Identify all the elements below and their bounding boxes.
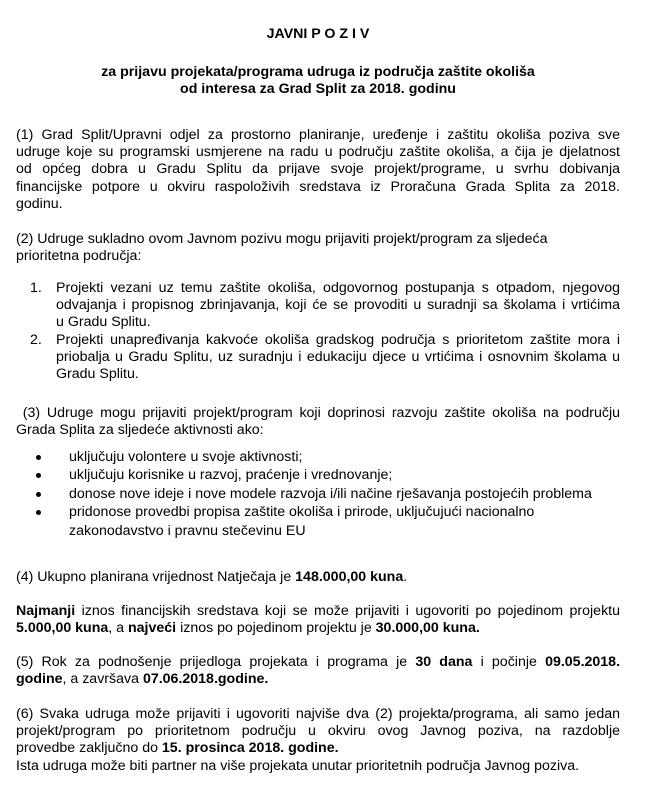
activity-text: donose nove ideje i nove modele razvoja i/ili načine rješavanja postojećih problema <box>69 485 592 502</box>
activity-text: uključuju volontere u svoje aktivnosti; <box>69 449 303 465</box>
priority-item <box>16 280 620 332</box>
paragraph-1-line: financijske potpore u okviru raspoloživih sredstava iz Proračuna Grada Splita za 2018. <box>16 178 620 195</box>
subtitle-line-1: za prijavu projekata/programa udruga iz područja zaštite okoliša <box>101 64 535 80</box>
paragraph-4-text: (4) Ukupno planirana vrijednost Natječaja je <box>16 569 296 585</box>
activity-text: zakonodavstvo i pravnu stečevinu EU <box>69 522 306 539</box>
bullet-icon <box>36 455 41 460</box>
paragraph-5-text: i počinje <box>472 654 546 670</box>
paragraph-6-line <box>16 740 620 757</box>
document-subtitle <box>16 64 620 98</box>
priority-number: 1. <box>30 280 42 296</box>
paragraph-1-line: udruge koje su programski usmjerene na radu u području zaštite okoliša, a čija je djelatnost <box>16 144 620 161</box>
bullet-icon <box>36 473 41 478</box>
priority-item <box>16 332 620 384</box>
priority-line: Gradu Splitu. <box>56 366 139 383</box>
paragraph-3 <box>16 405 620 439</box>
priority-number: 2. <box>30 331 42 348</box>
paragraph-2-line: (2) Udruge sukladno ovom Javnom pozivu mogu prijaviti projekt/program za sljedeća <box>16 231 548 247</box>
start-date-suffix: godine <box>16 671 63 688</box>
paragraph-6-line: (6) Svaka udruga može prijaviti i ugovoriti najviše dva (2) projekta/programa, ali samo jedan <box>16 706 620 722</box>
min-amount: 5.000,00 kuna <box>16 620 109 637</box>
paragraph-6-line: projekt/program po prioritetnom području u okviru ovog Javnog poziva, na razdoblje <box>16 723 620 740</box>
deadline-days: 30 dana <box>415 654 473 670</box>
paragraph-5-line <box>16 654 620 671</box>
paragraph-6-line: Ista udruga može biti partner na više projekata unutar prioritetnih područja Javnog poziva. <box>16 757 580 774</box>
paragraph-1-line: godinu. <box>16 195 63 212</box>
document-title: JAVNI P O Z I V <box>266 26 370 42</box>
paragraph-1 <box>16 127 620 213</box>
paragraph-6 <box>16 706 620 775</box>
total-amount: 148.000,00 kuna <box>295 569 404 585</box>
activity-item <box>16 448 620 466</box>
priority-line: Projekti unapređivanja kakvoće okoliša gradskog područja s prioritetom zaštite mora i <box>56 331 620 348</box>
paragraph-2-line: prioritetna područja: <box>16 248 142 265</box>
start-date: 09.05.2018. <box>545 654 621 670</box>
paragraph-5 <box>16 654 620 688</box>
paragraph-4b-text: , a <box>108 620 128 637</box>
max-amount: 30.000,00 kuna. <box>375 620 480 637</box>
paragraph-5-text: (5) Rok za podnošenje prijedloga projekata i programa je <box>16 654 416 670</box>
min-label: Najmanji <box>16 603 76 619</box>
activity-text: pridonose provedbi propisa zaštite okoliša i prirode, uključujući nacionalno <box>69 504 535 521</box>
end-date: 07.06.2018.godine. <box>142 671 269 688</box>
paragraph-4b-line <box>16 603 620 620</box>
paragraph-1-line: (1) Grad Split/Upravni odjel za prostorno planiranje, uređenje i zaštitu okoliša poziva sve <box>16 127 620 143</box>
paragraph-4-text: . <box>403 569 408 585</box>
paragraph-2 <box>16 231 620 265</box>
bullet-icon <box>36 510 41 515</box>
activity-item <box>16 485 620 503</box>
priority-line: odvajanja i propisnog zbrinjavanja, koji će se provoditi u suradnji sa školama i vrtićima <box>56 297 620 314</box>
paragraph-5-text: , a završava <box>62 671 143 688</box>
activities-list <box>16 448 620 540</box>
activity-item <box>16 503 620 540</box>
paragraph-1-line: od općeg dobra u Gradu Splitu da prijave svoje projekt/programe, u svrhu dobivanja <box>16 161 620 178</box>
activity-text: uključuju korisnike u razvoj, praćenje i vrednovanje; <box>69 467 393 484</box>
paragraph-4b <box>16 603 620 637</box>
bullet-icon <box>36 492 41 497</box>
max-label: najveći <box>128 620 177 637</box>
paragraph-6-text: provedbe zaključno do <box>16 740 162 757</box>
paragraph-4b-text: iznos financijskih sredstava koji se može prijaviti i ugovoriti po pojedinom projektu <box>75 603 620 619</box>
paragraph-5-line <box>16 671 620 688</box>
project-end-date: 15. prosinca 2018. godine. <box>161 740 339 757</box>
priority-line: priobalja u Gradu Splitu, uz suradnju i edukaciju djece u vrtićima i osnovnim školama u <box>56 348 620 365</box>
activity-item <box>16 466 620 484</box>
paragraph-3-line: (3) Udruge mogu prijaviti projekt/program koji doprinosi razvoju zaštite okoliša na području <box>16 405 620 421</box>
priority-line: u Gradu Splitu. <box>56 314 151 331</box>
paragraph-4b-text: iznos po pojedinom projektu je <box>176 620 376 637</box>
paragraph-3-line: Grada Splita za sljedeće aktivnosti ako: <box>16 422 264 439</box>
paragraph-4 <box>16 569 620 586</box>
priority-line: Projekti vezani uz temu zaštite okoliša, odgovornog postupanja s otpadom, njegovog <box>56 280 620 296</box>
subtitle-line-2: od interesa za Grad Split za 2018. godinu <box>180 81 456 97</box>
paragraph-4b-line <box>16 620 620 637</box>
priority-list <box>16 280 620 383</box>
